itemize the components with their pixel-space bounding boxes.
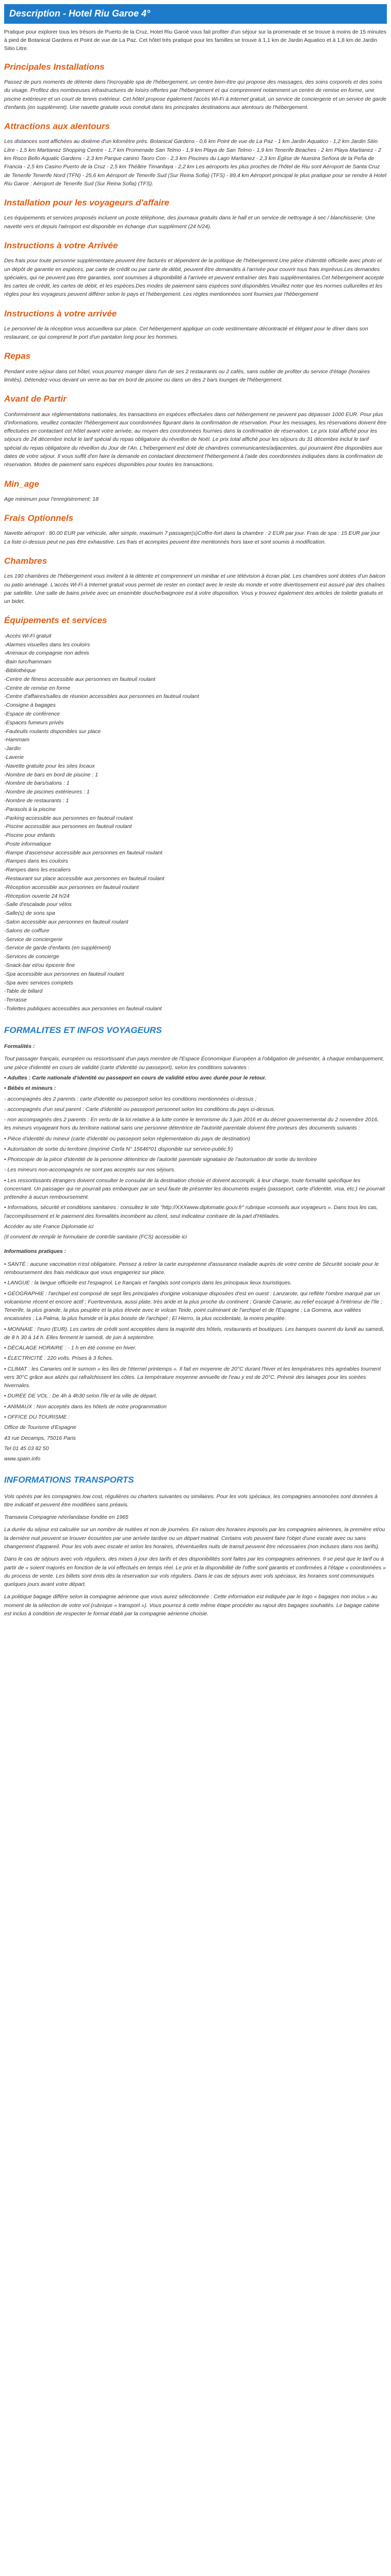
paragraph: • DÉCALAGE HORAIRE : - 1 h en été comme en hiver.: [4, 1345, 137, 1351]
section-title: Frais Optionnels: [4, 513, 74, 523]
list-item: -Parking accessible aux personnes en fauteuil roulant: [4, 815, 133, 821]
section-chambres: [4, 554, 387, 606]
paragraph: Tout passager français, européen ou ressortissant d'un pays membre de l'Espace Économique Européen a l'obligation de présenter, à chaque embarquement, une pièce d'identité en cours de validité (carte d'identité ou passeport), selon les conditions suivantes :: [4, 1056, 384, 1071]
list-item: -Nombre de piscines extérieures : 1: [4, 789, 90, 796]
section-transport: [4, 1473, 387, 1618]
section-instructions-arrivee: [4, 239, 387, 299]
section-equipements: [4, 614, 387, 1013]
list-item: -Salle(s) de sons spa: [4, 910, 55, 917]
paragraph: • Pièce d'identité du mineur (carte d'identité ou passeport selon réglementation du pays de destination): [4, 1135, 250, 1142]
paragraph: 43 rue Decamps, 75016 Paris: [4, 1435, 76, 1441]
fcs-form-link[interactable]: (Il convient de remplir le formulaire de contrôle sanitaire (FCS) accessible ici: [4, 1234, 187, 1241]
list-item: -Snack-bar et/ou épicerie fine: [4, 962, 75, 969]
paragraph: • ÉLECTRICITÉ : 220 volts. Prises à 3 fiches.: [4, 1355, 113, 1362]
paragraph: • MONNAIE : l'euro (EUR). Les cartes de crédit sont acceptées dans la majorité des hôtels, restaurants et boutiques. Les banques ouvrent du lundi au samedi, de 8 h 30 à 14 h. Elles ferment le samedi, de juin à septembre.: [4, 1326, 384, 1341]
paragraph: - Les mineurs non-accompagnés ne sont pas acceptés sur nos séjours.: [4, 1167, 176, 1173]
paragraph: - accompagnés des 2 parents : carte d'identité ou passeport selon les conditions mentionnées ci-dessus ;: [4, 1095, 257, 1102]
section-text: Passez de purs moments de détente dans l'incroyable spa de l'hébergement, un centre bien-être qui propose des massages, des soins corporels et des soins du visage. Profitez des nombreuses infrastructures de loisirs offertes par l'hébergement et qui comprennent notamment un centre de remise en forme, une piscine extérieure et un court de tennis extérieur. Cet hôtel propose également l'accès Wi-Fi à Internet gratuit, un service de conciergerie et un service de garde d'enfants (en supplément). Une navette gratuite vous conduit dans les principales destinations aux alentours de l'hébergement.: [4, 79, 386, 110]
list-item: -Rampes dans les couloirs: [4, 858, 68, 865]
list-item: -Centre de remise en forme: [4, 685, 71, 691]
list-item: -Parasols à la piscine: [4, 806, 56, 813]
info-list: [4, 1260, 387, 1464]
paragraph: - accompagnés d'un seul parent : Carte d'identité ou passeport personnel selon les conditions du pays ci-dessus.: [4, 1106, 275, 1112]
france-diplomatie-link[interactable]: Accéder au site France Diplomatie ici: [4, 1223, 94, 1230]
section-text: Les 190 chambres de l'hébergement vous invitent à la détente et comprennent un minibar et une télévision à écran plat. Les chambres sont dotées d'un balcon ou patio aménagé. L'accès Wi-Fi à Internet gratuit vous permet de rester en contact avec le reste du monde et votre divertissement est assuré par des chaînes par satellite. Une salle de bains privée avec un ensemble douche/baignoire est à votre disposition. Vous y trouvez également des articles de toilette gratuits et un bidet.: [4, 573, 385, 605]
list-item: -Table de billard: [4, 988, 43, 995]
list-item: -Jardin: [4, 745, 21, 752]
section-title: Installation pour les voyageurs d'affaire: [4, 198, 170, 208]
list-item: -Consigne à bagages: [4, 702, 56, 709]
paragraph: Transavia Compagnie néerlandaise fondée en 1965: [4, 1514, 128, 1521]
section-title: Attractions aux alentours: [4, 121, 110, 132]
paragraph: Office de Tourisme d'Espagne: [4, 1424, 76, 1431]
paragraph: La politique bagage diffère selon la compagnie aérienne que vous aurez sélectionnée : Cette information est indiquée par le logo « bagages non inclus » au moment de la sélection de votre vol (rubrique « transport »). Vous pourrez à cette même étape procéder au rajout des bagages souhaités. Le bagage cabine est inclus à condition de respecter le format établi par la compagnie aérienne choisie.: [4, 1594, 380, 1617]
list-item: -Spa accessible aux personnes en fauteuil roulant: [4, 971, 124, 977]
section-title: INFORMATIONS TRANSPORTS: [4, 1475, 134, 1485]
section-repas: [4, 349, 387, 384]
list-item: -Service de conciergerie: [4, 936, 63, 943]
paragraph: - non accompagnés des 2 parents : En vertu de la loi relative à la lutte contre le terrorisme du 3 juin 2016 et du décret gouvernemental du 2 novembre 2016, les mineurs voyageant hors du territoire national sans une personne détentrice de l'autorité parentale doivent être porteurs des documents suivants :: [4, 1117, 379, 1132]
section-title: Repas: [4, 351, 31, 361]
paragraph: • ANIMAUX : Non acceptés dans les hôtels de notre programmation: [4, 1403, 167, 1410]
paragraph: • Informations, sécurité et conditions sanitaires : consultez le site "http://XXXwww.diplomatie.gouv.fr" rubrique «conseils aux voyageurs ». Dans tous les cas, l'accomplissement et le paiement des formalités incombent au client, seul indicateur contraire de la part d'Héliades.: [4, 1204, 378, 1219]
section-installations: [4, 60, 387, 112]
paragraph: Vols opérés par les compagnies low cost, régulières ou charters suivantes ou similaires. Pour les vols spéciaux, les compagnies annoncées sont données à titre indicatif et peuvent être modifiées sans préavis.: [4, 1493, 378, 1508]
list-item: -Bibliothèque: [4, 667, 36, 674]
list-item: -Toilettes publiques accessibles aux personnes en fauteuil roulant: [4, 1006, 162, 1012]
section-title: Avant de Partir: [4, 394, 67, 404]
section-installation-voyageurs: [4, 196, 387, 231]
list-item: -Centre de fitness accessible aux personnes en fauteuil roulant: [4, 676, 156, 682]
page-title: Description - Hotel Riu Garoe 4°: [4, 4, 387, 24]
section-text: Conformément aux réglementations nationales, les transactions en espèces effectuées dans cet hébergement ne peuvent pas dépasser 1000 EUR. Pour plus d'informations, veuillez contacter l'hébergement aux coordonnées figurant dans la confirmation de réservation. Pour les messages, les réservations doivent être effectuées en contactant cet hôtel avant votre arrivée, au moyen des coordonnées fournies dans la confirmation de réservation. Le prix total affiché pour les séjours de 24 décembre inclut le tarif spécial du repas obligatoire du réveillon de Noël. Le prix total affiché pour les séjours du 31 décembre inclut le tarif spécial du repas obligatoire du réveillon du Jour de l'An. L'hébergement est doté de chambres communicantes/adjacentes, qui pourraient être disponibles aux dates de votre séjour. Il vous suffit d'en faire la demande en contactant directement l'hébergement à l'aide des coordonnées indiquées dans la confirmation de réservation. Modes de paiement sans espèces disponibles pour toutes les transactions.: [4, 411, 387, 468]
list-item: -Alarmes visuelles dans les couloirs: [4, 641, 90, 648]
list-item: -Bain turc/hammam: [4, 659, 52, 665]
list-item: -Accès Wi-Fi gratuit: [4, 632, 52, 639]
list-item: -Nombre de restaurants : 1: [4, 797, 69, 804]
section-subtitle: Formalités :: [4, 1043, 35, 1050]
section-title: Instructions à votre arrivée: [4, 308, 117, 319]
list-item: -Salle d'escalade pour vélos: [4, 901, 72, 908]
list-item: -Spa avec services complets: [4, 979, 73, 986]
paragraph: • OFFICE DU TOURISME :: [4, 1414, 70, 1420]
spain-info-link[interactable]: www.spain.info: [4, 1456, 41, 1462]
paragraph: Dans le cas de séjours avec vols réguliers, des mises à jour des tarifs et des disponibilités sont faites par les compagnies aériennes. Il se peut que le tarif ou à partir de « soient majorés en fonction de la vol effectués en temps réel. Le prix et la disponibilité de l'offre sont garantis et confirmées à l'étape « coordonnées » du process de vente. Les billets sont émis dès la réservation sur vols réguliers. Dans le cas de séjours avec vols spéciaux, les horaires sont communiqués quelques jours avant votre départ.: [4, 1556, 386, 1588]
paragraph: • Adultes : Carte nationale d'identité ou passeport en cours de validité et/ou avec durée pour le retour.: [4, 1074, 267, 1081]
section-frais: [4, 512, 387, 546]
list-item: -Laverie: [4, 754, 24, 760]
paragraph: • DURÉE DE VOL : De 4h à 4h30 selon l'île et la ville de départ.: [4, 1393, 157, 1400]
paragraph: • GÉOGRAPHIE : l'archipel est composé de sept îles principales d'origine volcanique disposées d'est en ouest : Lanzarote, qui reflète l'ombre marqué par un volcanisme récent et encore actif ; Fuerteventura, aussi plate, très aride et la plus proche du continent ; Grande Canarie, au relief escarpé à l'intérieur de l'île ; Tenerife, la plus grande, la plus peuplée et la plus élevée avec le volcan Teide, point culminant de l'archipel et de l'Espagne ; La Gomera, aux vallées encaissées ; La Palma, la plus humide et la plus boisée de l'archipel ; El Hierro, la plus occidentale, la moins peuplée.: [4, 1290, 382, 1322]
list-item: -Terrasse: [4, 997, 27, 1004]
section-title: FORMALITES ET INFOS VOYAGEURS: [4, 1025, 162, 1035]
intro-text: Pratique pour explorer tous les trésors de Puerto de la Cruz, Hotel Riu Garoé vous fait profiter d'un séjour sur la promenade et se trouve à moins de 15 minutes à pied de Botanical Gardens et Point de vue de La Paz. Cet hôtel très pratique pour les familles se trouve à 1,1 km de Jardin Aquatico et à 1,8 km de Jardin Sitio Litre.: [4, 28, 386, 52]
equipements-list: [4, 632, 387, 1013]
section-title: Principales Installations: [4, 61, 105, 72]
list-item: -Salon accessible aux personnes en fauteuil roulant: [4, 919, 128, 926]
paragraph: • LANGUE : la langue officielle est l'espagnol. Le français et l'anglais sont compris dans les principaux lieux touristiques.: [4, 1280, 292, 1286]
section-formalites: [4, 1024, 387, 1464]
paragraph: Tel 01 45 03 82 50: [4, 1445, 49, 1452]
section-text: Le personnel de la réception vous accueillera sur place. Cet hébergement applique un code vestimentaire décontracté et élégant pour le dîner dans son restaurant, ce qui comprend le port d'un pantalon long pour les hommes.: [4, 325, 368, 341]
list-item: -Réception accessible aux personnes en fauteuil roulant: [4, 884, 139, 891]
list-item: -Fauteuils roulants disponibles sur place: [4, 728, 101, 735]
paragraph: • Bébés et mineurs :: [4, 1085, 56, 1092]
paragraph: • Autorisation de sortie du territoire (imprimé Cerfa N° 15646*01 disponible sur service-public.fr): [4, 1146, 233, 1152]
section-text: Des frais pour toute personne supplémentaire peuvent être facturés et dépendent de la politique de l'hébergement.Une pièce d'identité officielle avec photo et un dépôt de garantie en espèces, par carte de crédit ou par carte de débit, peuvent être demandés à l'arrivée pour couvrir tous frais imprévus.Les demandes spéciales, qui ne peuvent pas être garanties, sont soumises à disponibilité à l'arrivée et peuvent entraîner des frais supplémentaires.Cet hébergement accepte les cartes de crédit, les cartes de débit, et les espèces.Des modes de paiement sans espèces sont disponibles.Veuillez noter que les normes culturelles et les règles pour les voyageurs peuvent différer selon le pays et l'hébergement. Les règles mentionnées sont fournies par l'hébergement: [4, 258, 384, 298]
list-item: -Nombre de bars/salons : 1: [4, 780, 70, 787]
list-item: -Centre d'affaires/salles de réunion accessibles aux personnes en fauteuil roulant: [4, 693, 199, 700]
section-title: Instructions à votre Arrivée: [4, 240, 118, 250]
section-attractions: [4, 120, 387, 188]
list-item: -Restaurant sur place accessible aux personnes en fauteuil roulant: [4, 876, 165, 882]
section-title: Chambres: [4, 556, 47, 566]
section-text: Les distances sont affichées au dixième d'un kilomètre près. Botanical Gardens - 0,6 km Point de vue de La Paz - 1 km Jardin Aquatico - 1,2 km Jardin Sitio Litre - 1,5 km Martianez Shopping Centre - 1,7 km Promenade San Telmo - 1,9 km Playa de San Telmo - 1,9 km Tenerife Beaches - 2 km Playa Martianez - 2 km Risco Bello Aquatic Gardens - 2,3 km Parque canino Taoro Con - 2,3 km Piscines du Lago Martianez - 2,3 km Église de Nuestra Señora de la Peña de Francia - 2,5 km Casino Puerto de la Cruz - 2,5 km Théâtre Timanfaya - 2,2 km Les aéroports les plus proches de l'hôtel de Riu sont Aéroport de Santa Cruz de Tenerife Tenerife Nord (TFN) - 25,6 km Aéroport de Tenerife Sud (Sur Reina Sofia) (TFS) - 89,4 km Aéroport principal le plus pratique pour se rendre à Hotel Riu Garoe : Aéroport de Tenerife Sud (Sur Reina Sofia) (TFS).: [4, 138, 386, 187]
section-text: Les équipements et services proposés incluent un poste téléphone, des journaux gratuits dans le hall et un service de nettoyage à sec / blanchisserie. Une navette vers et depuis l'aéroport est disponible en échange d'un supplément (24 h/24).: [4, 215, 376, 230]
list-item: -Animaux de compagnie non admis: [4, 650, 89, 657]
info-title: Informations pratiques :: [4, 1248, 67, 1255]
paragraph: • Les ressortissants étrangers doivent consulter le consulat de la destination choisie et doivent accomplir, à leur charge, toute formalité spécifique les concernant. Un passager qui ne pourrait pas embarquer par un seul faute de présenter les documents exigés (passeport, carte d'identité, visa, etc.) ne pourrait prétendre à aucun remboursement.: [4, 1177, 385, 1201]
list-item: -Service de garde d'enfants (en supplément): [4, 945, 111, 951]
section-text: Navette aéroport : 80.00 EUR par véhicule, aller simple, maximum 7 passager(s)Coffre-fort dans la chambre : 2 EUR par jour. Frais de spa : 15 EUR par jour La liste ci-dessus peut ne pas être exhaustive. Les frais et acomptes peuvent être mentionnés hors taxe et sont soumis à modification.: [4, 530, 380, 545]
list-item: -Piscine accessible aux personnes en fauteuil roulant: [4, 823, 132, 830]
list-item: -Rampe d'ascenseur accessible aux personnes en fauteuil roulant: [4, 849, 162, 856]
section-age: [4, 478, 387, 504]
list-item: -Piscine pour enfants: [4, 832, 55, 839]
list-item: -Réception ouverte 24 h/24: [4, 893, 70, 899]
list-item: -Salons de coiffure: [4, 927, 50, 934]
list-item: -Espaces fumeurs privés: [4, 719, 64, 726]
paragraph: • CLIMAT : les Canaries ont le surnom « les îles de l'éternel printemps ». Il fait en moyenne de 20°C durant l'hiver et les températures très agréables tournent vers 30°C grâce aux alizés qui rafraîchissent les côtes. La température moyenne annuelle de l'eau y est de 20°C. Prévoir des lainages pour les soirées hivernales.: [4, 1365, 381, 1389]
section-instructions-arrivee-2: [4, 307, 387, 342]
paragraph: La durée du séjour est calculée sur un nombre de nuitées et non de journées. En raison des horaires imposés par les compagnies aériennes, la première et/ou la dernière nuit peuvent se trouver écourtées par une arrivée tardive ou un départ matinal. Certains vols peuvent faire l'objet d'une escale avec ou sans changement d'appareil. Pour les vols avec escale et selon les horaires, d'éventuelles nuits de transit peuvent être nécessaires (non incluses dans nos tarifs).: [4, 1526, 385, 1550]
list-item: -Navette gratuite pour les sites locaux: [4, 762, 95, 769]
list-item: -Rampes dans les escaliers: [4, 867, 71, 873]
list-item: -Poste informatique: [4, 840, 52, 847]
section-title: Min_age: [4, 479, 40, 489]
section-text: Age minimum pour l'enregistrement: 18: [4, 496, 99, 502]
list-item: -Hammam: [4, 737, 29, 743]
section-title: Équipements et services: [4, 615, 107, 626]
list-item: -Services de concierge: [4, 953, 59, 960]
paragraph: • Photocopie de la pièce d'identité de la personne détentrice de l'autorité parentale signataire de l'autorisation de sortie du territoire: [4, 1156, 317, 1163]
section-avant-partir: [4, 392, 387, 469]
section-text: Pendant votre séjour dans cet hôtel, vous pourrez manger dans l'un de ses 2 restaurants ou 2 cafés, sans oublier de profiter du service d'étage (horaires limités). Détendez-vous devant un verre au bar en bord de piscine ou dans un des 2 bars lounges de l'hébergement.: [4, 368, 370, 384]
formalites-list: [4, 1055, 387, 1241]
paragraph: • SANTÉ : aucune vaccination n'est obligatoire. Pensez à retirer la carte européenne d'assurance maladie auprès de votre centre de Sécurité sociale pour le remboursement des frais médicaux que vous engageriez sur place.: [4, 1261, 379, 1276]
list-item: -Nombre de bars en bord de piscine : 1: [4, 771, 99, 778]
list-item: -Espace de conférence: [4, 710, 60, 717]
